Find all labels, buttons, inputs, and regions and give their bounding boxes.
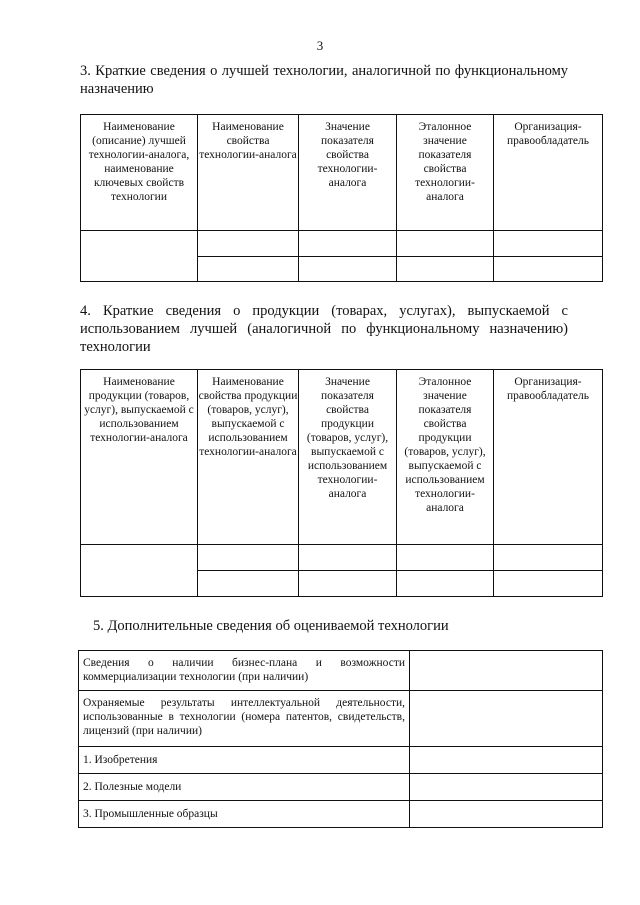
s4-header-owner: Организация-правообладатель (494, 370, 603, 545)
s4-header-name: Наименование продукции (товаров, услуг), выпускаемой с использованием технологии-аналога (81, 370, 198, 545)
s3-header-property: Наименование свойства технологии-аналога (198, 115, 299, 231)
s3-cell[interactable] (198, 231, 299, 257)
s3-cell[interactable] (397, 257, 494, 282)
section-5-table (78, 650, 603, 828)
s4-cell[interactable] (397, 545, 494, 571)
s4-cell-name[interactable] (81, 545, 198, 597)
s4-cell[interactable] (299, 571, 397, 597)
s4-cell[interactable] (299, 545, 397, 571)
s5-value-industrial-designs[interactable] (410, 801, 603, 828)
section-4-table (80, 369, 603, 597)
section-3-title: 3. Краткие сведения о лучшей технологии, аналогичной по функциональному назначению (80, 63, 568, 97)
s5-value-inventions[interactable] (410, 747, 603, 774)
section-3-table (80, 114, 603, 282)
s3-cell[interactable] (494, 257, 603, 282)
s5-row-ip-results: Охраняемые результаты интеллектуальной деятельности, использованные в технологии (номера патентов, свидетельств, лицензий (при наличии) (79, 691, 410, 747)
s3-cell[interactable] (494, 231, 603, 257)
s3-cell[interactable] (299, 231, 397, 257)
s5-value-business-plan[interactable] (410, 651, 603, 691)
s4-header-property: Наименование свойства продукции (товаров, услуг), выпускаемой с использованием технологии-аналога (198, 370, 299, 545)
section-4-title: 4. Краткие сведения о продукции (товарах, услугах), выпускаемой с использованием лучшей (аналогичной по функциональному назначению) технологии (80, 303, 568, 355)
s4-header-value: Значение показателя свойства продукции (товаров, услуг), выпускаемой с использованием технологии-аналога (299, 370, 397, 545)
s3-cell[interactable] (397, 231, 494, 257)
s5-value-ip-results[interactable] (410, 691, 603, 747)
s5-row-inventions: 1. Изобретения (79, 747, 410, 774)
s4-cell[interactable] (397, 571, 494, 597)
s3-header-value: Значение показателя свойства технологии-аналога (299, 115, 397, 231)
s5-row-utility-models: 2. Полезные модели (79, 774, 410, 801)
s4-cell[interactable] (494, 571, 603, 597)
s5-row-industrial-designs: 3. Промышленные образцы (79, 801, 410, 828)
s3-cell[interactable] (299, 257, 397, 282)
page-number: 3 (316, 38, 324, 53)
s3-header-reference: Эталонное значение показателя свойства технологии-аналога (397, 115, 494, 231)
s4-cell[interactable] (494, 545, 603, 571)
s3-cell-name[interactable] (81, 231, 198, 282)
s3-header-owner: Организация-правообладатель (494, 115, 603, 231)
s4-cell[interactable] (198, 545, 299, 571)
s3-cell[interactable] (198, 257, 299, 282)
s5-value-utility-models[interactable] (410, 774, 603, 801)
section-5-title: 5. Дополнительные сведения об оцениваемой технологии (93, 618, 449, 634)
s3-header-name: Наименование (описание) лучшей технологии-аналога, наименование ключевых свойств технологии (81, 115, 198, 231)
s4-header-reference: Эталонное значение показателя свойства продукции (товаров, услуг), выпускаемой с использованием технологии-аналога (397, 370, 494, 545)
s4-cell[interactable] (198, 571, 299, 597)
s5-row-business-plan: Сведения о наличии бизнес-плана и возможности коммерциализации технологии (при наличии) (79, 651, 410, 691)
